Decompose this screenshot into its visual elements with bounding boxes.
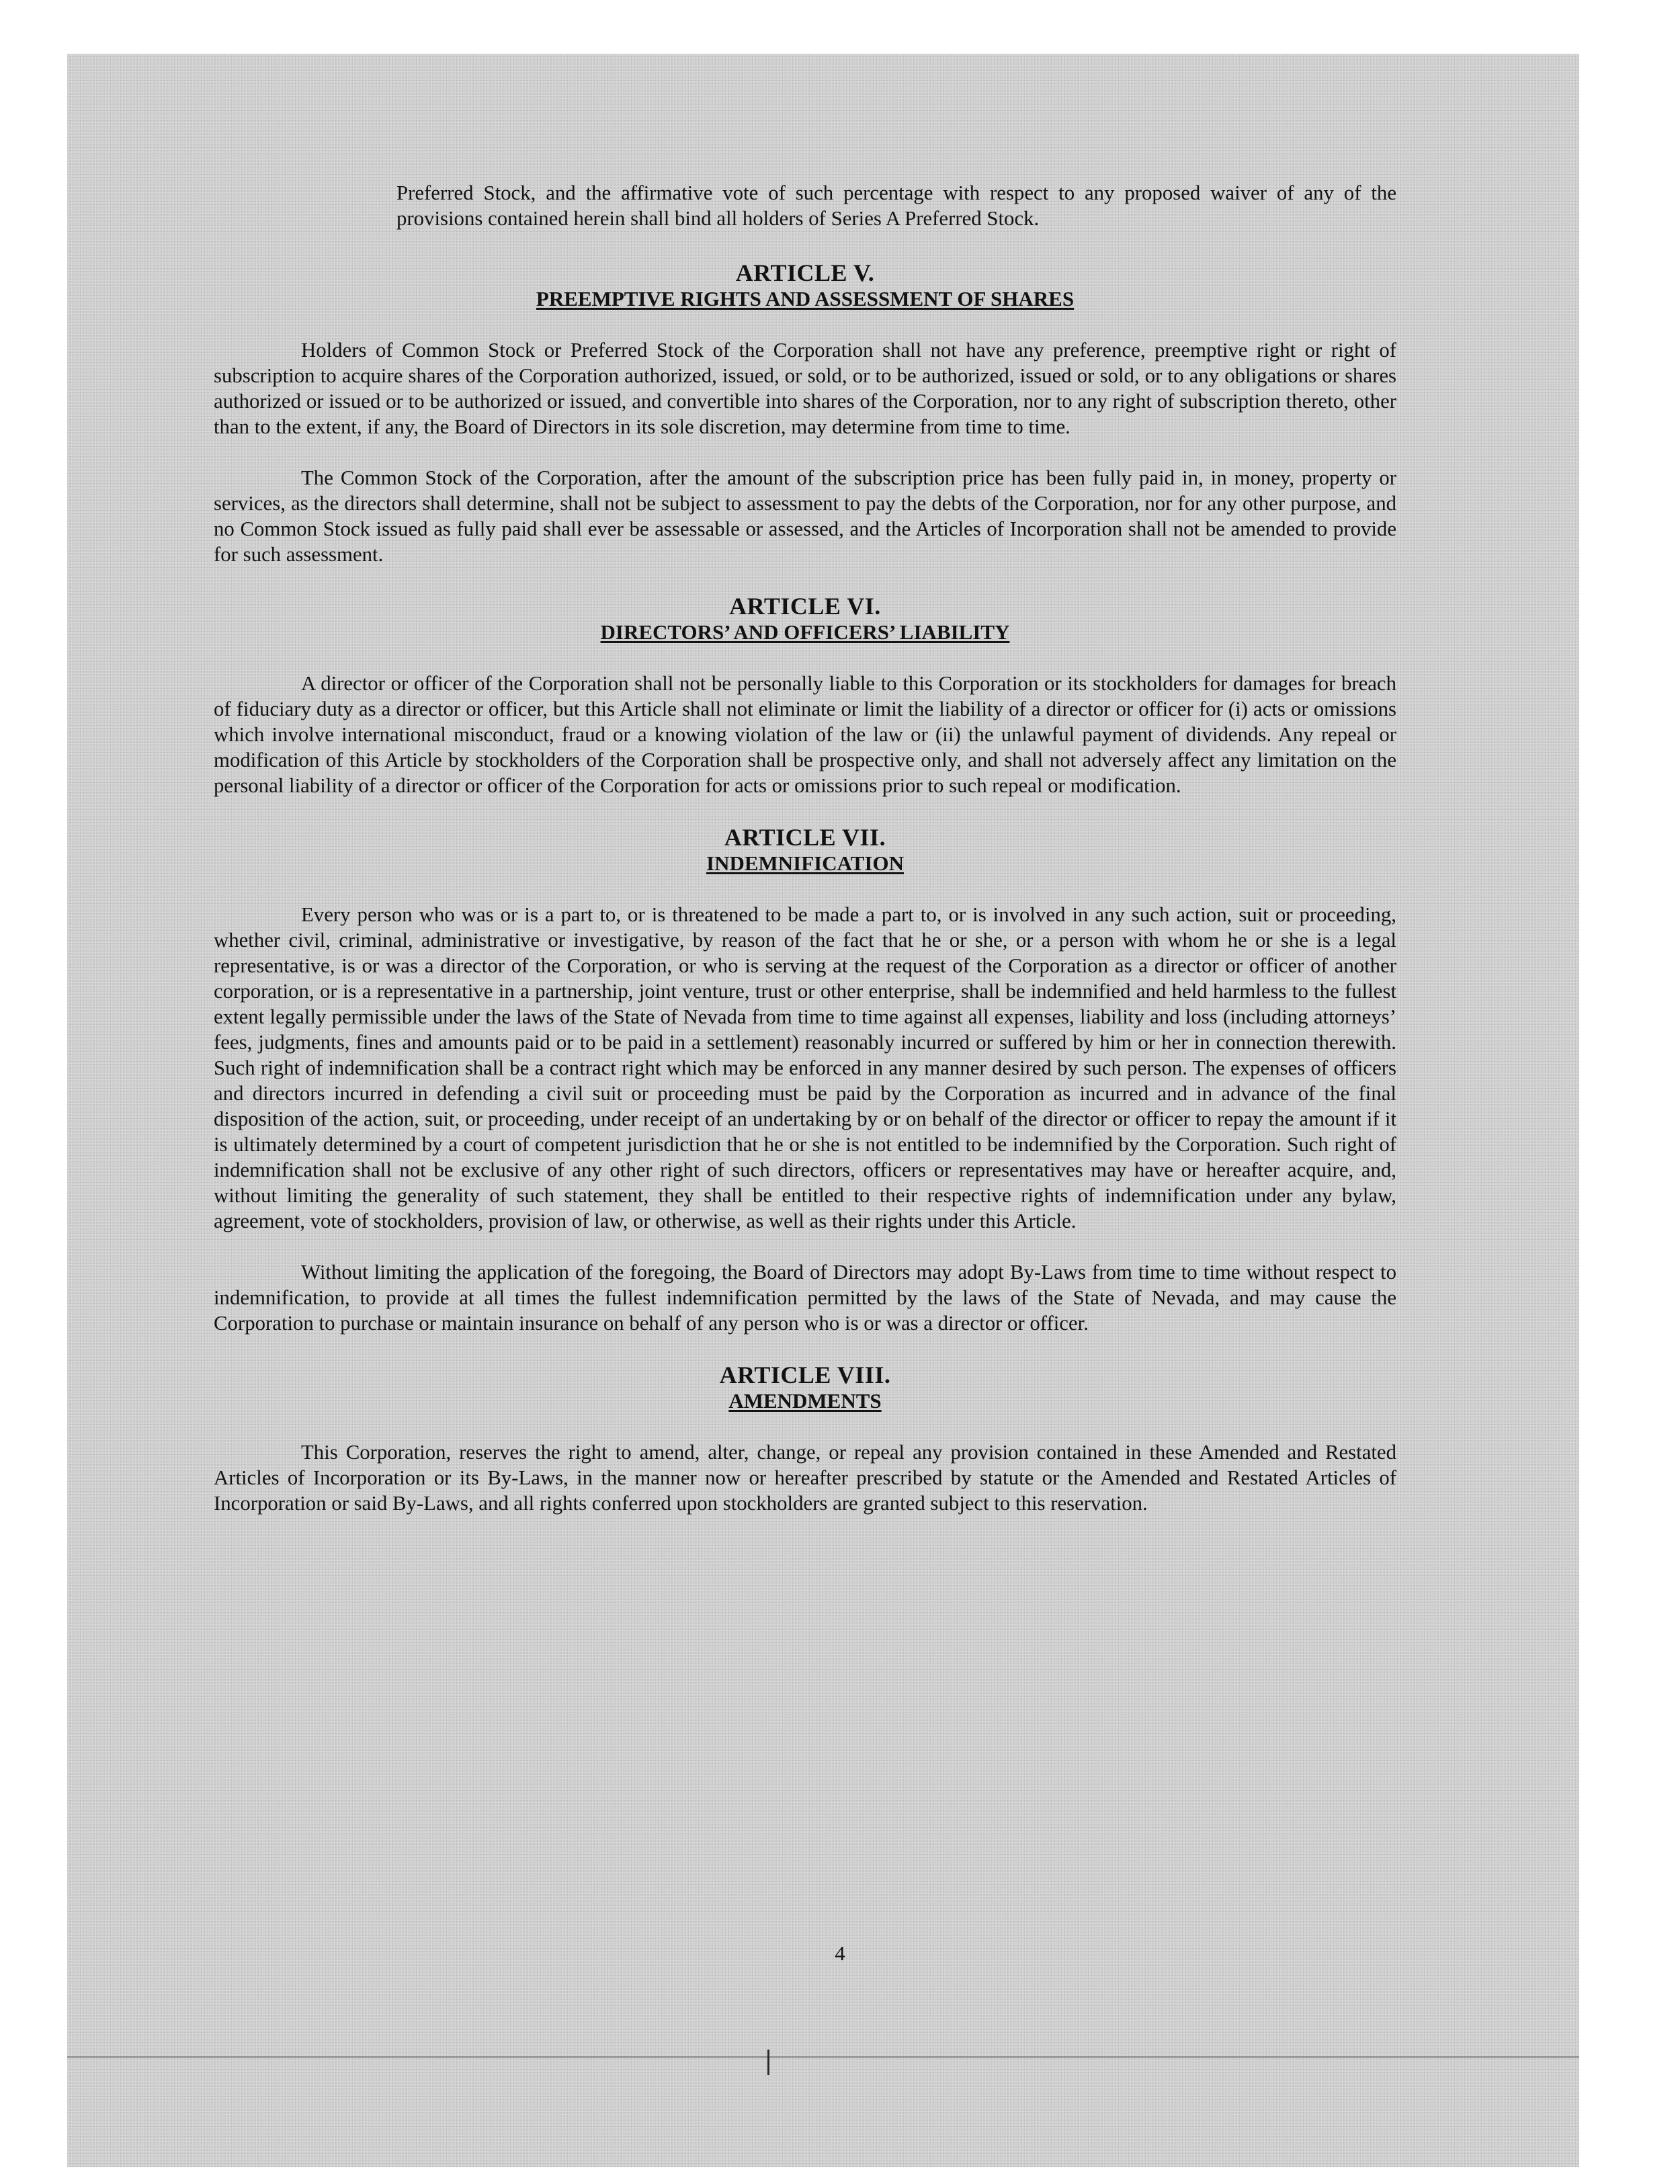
article-subtitle: INDEMNIFICATION xyxy=(706,851,904,875)
article-title: ARTICLE VIII. xyxy=(719,1361,891,1388)
scan-edge-line xyxy=(67,2056,1579,2058)
article-5 xyxy=(214,259,1396,567)
page-number: 4 xyxy=(835,1941,845,1965)
paragraph: Every person who was or is a part to, or is threatened to be made a part to, or is involved in any such action, suit or proceeding, whether civil, criminal, administrative or investigative, by reason of the fact that he or she, or a person with whom he or she is a legal representative, is or was a director of the Corporation, or who is serving at the request of the Corporation as a director or officer of another corporation, or is a representative in a partnership, joint venture, trust or other enterprise, shall be indemnified and held harmless to the fullest extent legally permissible under the laws of the State of Nevada from time to time against all expenses, liability and loss (including attorneys’ fees, judgments, fines and amounts paid or to be paid in a settlement) reasonably incurred or suffered by him or her in connection therewith. Such right of indemnification shall be a contract right which may be enforced in any manner desired by such person. The expenses of officers and directors incurred in defending a civil suit or proceeding must be paid by the Corporation as incurred and in advance of the final disposition of the action, suit, or proceeding, under receipt of an undertaking by or on behalf of the director or officer to repay the amount if it is ultimately determined by a court of competent jurisdiction that he or she is not entitled to be indemnified by the Corporation. Such right of indemnification shall not be exclusive of any other right of such directors, officers or representatives may have or hereafter acquire, and, without limiting the generality of such statement, they shall be entitled to their respective rights of indemnification under any bylaw, agreement, vote of stockholders, provision of law, or otherwise, as well as their rights under this Article. xyxy=(214,903,1396,1232)
article-title: ARTICLE VI. xyxy=(729,593,881,620)
paragraph: A director or officer of the Corporation shall not be personally liable to this Corporation or its stockholders for damages for breach of fiduciary duty as a director or officer, but this Article shall not eliminate or limit the liability of a director or officer for (i) acts or omissions which involve international misconduct, fraud or a knowing violation of the law or (ii) the unlawful payment of dividends. Any repeal or modification of this Article by stockholders of the Corporation shall be prospective only, and shall not adversely affect any limitation on the personal liability of a director or officer of the Corporation for acts or omissions prior to such repeal or modification. xyxy=(214,672,1396,797)
scan-mark xyxy=(767,2050,769,2075)
article-8 xyxy=(214,1361,1396,1516)
paragraph: This Corporation, reserves the right to amend, alter, change, or repeal any provision contained in these Amended and Restated Articles of Incorporation or its By-Laws, in the manner now or hereafter prescribed by statute or the Amended and Restated Articles of Incorporation or said By-Laws, and all rights conferred upon stockholders are granted subject to this reservation. xyxy=(214,1441,1396,1515)
article-title: ARTICLE V. xyxy=(735,259,875,286)
article-heading xyxy=(214,1361,1396,1414)
continued-paragraph: Preferred Stock, and the affirmative vote of such percentage with respect to any proposed waiver of any of the provisions contained herein shall bind all holders of Series A Preferred Stock. xyxy=(396,181,1396,230)
article-7 xyxy=(214,824,1396,1336)
article-heading xyxy=(214,824,1396,876)
article-6 xyxy=(214,593,1396,798)
paragraph: The Common Stock of the Corporation, after the amount of the subscription price has been fully paid in, in money, property or services, as the directors shall determine, shall not be subject to assessment to pay the debts of the Corporation, nor for any other purpose, and no Common Stock issued as fully paid shall ever be assessable or assessed, and the Articles of Incorporation shall not be amended to provide for such assessment. xyxy=(214,466,1396,566)
document-body xyxy=(214,180,1396,1542)
article-subtitle: AMENDMENTS xyxy=(728,1389,882,1413)
article-title: ARTICLE VII. xyxy=(724,824,886,851)
article-subtitle: PREEMPTIVE RIGHTS AND ASSESSMENT OF SHARES xyxy=(536,287,1075,310)
paragraph: Holders of Common Stock or Preferred Stock of the Corporation shall not have any preference, preemptive right or right of subscription to acquire shares of the Corporation authorized, issued, or sold, or to be authorized, issued or sold, or to any obligations or shares authorized or issued or to be authorized or issued, and convertible into shares of the Corporation, nor to any right of subscription thereto, other than to the extent, if any, the Board of Directors in its sole discretion, may determine from time to time. xyxy=(214,339,1396,438)
paragraph: Without limiting the application of the foregoing, the Board of Directors may adopt By-Laws from time to time without respect to indemnification, to provide at all times the fullest indemnification permitted by the laws of the State of Nevada, and may cause the Corporation to purchase or maintain insurance on behalf of any person who is or was a director or officer. xyxy=(214,1261,1396,1335)
article-heading xyxy=(214,259,1396,312)
article-subtitle: DIRECTORS’ AND OFFICERS’ LIABILITY xyxy=(600,620,1010,644)
article-heading xyxy=(214,593,1396,645)
